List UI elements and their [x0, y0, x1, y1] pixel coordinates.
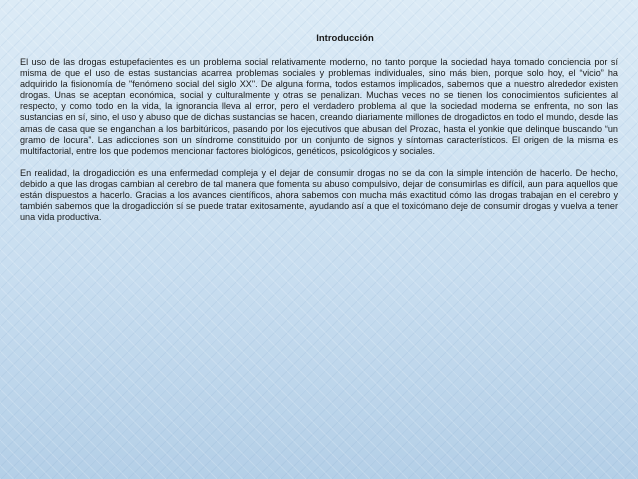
slide-title: Introducción — [316, 33, 374, 44]
paragraph-2: En realidad, la drogadicción es una enfermedad compleja y el dejar de consumir drogas no se da con la simple intención de hacerlo. De hecho, debido a que las drogas cambian al cerebro de tal manera que fomenta su abuso compulsivo, dejar de consumirlas es difícil, aun para aquellos que están dispuestos a hacerlo. Gracias a los avances científicos, ahora sabemos con mucha más exactitud cómo las drogas trabajan en el cerebro y también sabemos que la drogadicción sí se puede tratar exitosamente, ayudando así a que el toxicómano deje de consumir drogas y vuelva a tener una vida productiva. — [20, 167, 618, 223]
paragraph-1: El uso de las drogas estupefacientes es un problema social relativamente moderno, no tanto porque la sociedad haya tomado conciencia por sí misma de que el uso de estas sustancias acarrea problemas sociales y problemas individuales, sino más bien, porque solo hoy, el “vicio” ha adquirido la fisionomía de "fenómeno social del siglo XX". De alguna forma, todos estamos implicados, sabemos que a nuestro alrededor existen drogas. Unas se aceptan económica, social y culturalmente y otras se penalizan. Muchas veces no se tienen los conocimientos suficientes al respecto, y como todo en la vida, la ignorancia lleva al error, pero el verdadero problema al que la sociedad moderna se enfrenta, no son las sustancias en sí, sino, el uso y abuso que de dichas sustancias se hacen, creando diariamente millones de drogadictos en todo el mundo, desde las amas de casa que se enganchan a los barbitúricos, pasando por los ejecutivos que abusan del Prozac, hasta el yonkie que delinque buscando “un gramo de locura”. Las adicciones son un síndrome constituido por un conjunto de signos y síntomas característicos. El origen de la misma es multifactorial, entre los que podemos mencionar factores biológicos, genéticos, psicológicos y sociales. — [20, 57, 618, 156]
slide-body — [20, 57, 618, 234]
